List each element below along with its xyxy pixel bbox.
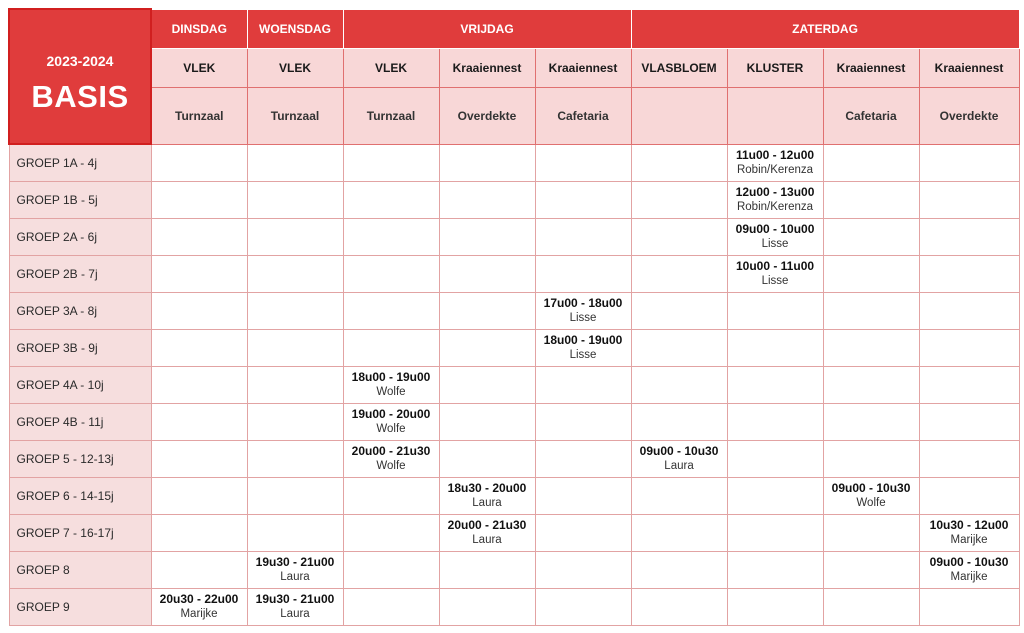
empty-cell	[535, 219, 631, 256]
empty-cell	[631, 552, 727, 589]
empty-cell	[343, 256, 439, 293]
empty-cell	[439, 441, 535, 478]
schedule-table	[8, 8, 1020, 626]
session-cell	[727, 182, 823, 219]
session-time: 19u30 - 21u00	[255, 555, 335, 569]
venue-header: Kraaiennest	[439, 48, 535, 87]
group-label: GROEP 1A - 4j	[9, 144, 151, 182]
day-header: WOENSDAG	[247, 9, 343, 48]
empty-cell	[343, 478, 439, 515]
table-row	[9, 330, 1019, 367]
session-time: 10u00 - 11u00	[735, 259, 815, 273]
empty-cell	[631, 219, 727, 256]
group-label: GROEP 7 - 16-17j	[9, 515, 151, 552]
empty-cell	[343, 144, 439, 182]
day-header: VRIJDAG	[343, 9, 631, 48]
session-cell	[823, 478, 919, 515]
empty-cell	[823, 441, 919, 478]
empty-cell	[919, 478, 1019, 515]
empty-cell	[919, 404, 1019, 441]
empty-cell	[151, 293, 247, 330]
empty-cell	[631, 144, 727, 182]
room-header: Overdekte	[439, 87, 535, 144]
empty-cell	[823, 219, 919, 256]
session-trainer: Marijke	[950, 571, 988, 583]
session-time: 18u30 - 20u00	[447, 481, 527, 495]
session-cell	[535, 330, 631, 367]
empty-cell	[919, 219, 1019, 256]
empty-cell	[247, 182, 343, 219]
session-time: 18u00 - 19u00	[351, 370, 431, 384]
empty-cell	[151, 552, 247, 589]
empty-cell	[247, 441, 343, 478]
season-year: 2023-2024	[46, 52, 114, 69]
empty-cell	[919, 256, 1019, 293]
empty-cell	[439, 219, 535, 256]
schedule-header-block	[9, 9, 151, 144]
session-time: 09u00 - 10u30	[929, 555, 1009, 569]
empty-cell	[247, 404, 343, 441]
empty-cell	[439, 256, 535, 293]
group-label: GROEP 5 - 12-13j	[9, 441, 151, 478]
venue-header: Kraaiennest	[919, 48, 1019, 87]
session-cell	[343, 404, 439, 441]
empty-cell	[535, 404, 631, 441]
group-label: GROEP 3A - 8j	[9, 293, 151, 330]
session-time: 19u30 - 21u00	[255, 592, 335, 606]
empty-cell	[823, 404, 919, 441]
group-label: GROEP 9	[9, 589, 151, 626]
empty-cell	[919, 293, 1019, 330]
empty-cell	[247, 219, 343, 256]
session-cell	[247, 552, 343, 589]
empty-cell	[727, 404, 823, 441]
empty-cell	[151, 367, 247, 404]
empty-cell	[247, 144, 343, 182]
table-row	[9, 515, 1019, 552]
session-trainer: Wolfe	[376, 386, 406, 398]
group-label: GROEP 2A - 6j	[9, 219, 151, 256]
empty-cell	[823, 589, 919, 626]
empty-cell	[631, 182, 727, 219]
empty-cell	[439, 404, 535, 441]
empty-cell	[247, 293, 343, 330]
empty-cell	[151, 256, 247, 293]
empty-cell	[919, 144, 1019, 182]
empty-cell	[823, 330, 919, 367]
empty-cell	[631, 478, 727, 515]
session-cell	[151, 589, 247, 626]
session-time: 18u00 - 19u00	[543, 333, 623, 347]
empty-cell	[343, 552, 439, 589]
session-time: 20u30 - 22u00	[159, 592, 239, 606]
session-time: 11u00 - 12u00	[735, 147, 815, 162]
table-row	[9, 182, 1019, 219]
empty-cell	[631, 515, 727, 552]
empty-cell	[247, 367, 343, 404]
empty-cell	[535, 256, 631, 293]
table-row	[9, 219, 1019, 256]
session-trainer: Wolfe	[856, 497, 886, 509]
empty-cell	[247, 330, 343, 367]
room-header: Cafetaria	[823, 87, 919, 144]
empty-cell	[535, 182, 631, 219]
empty-cell	[439, 144, 535, 182]
empty-cell	[919, 367, 1019, 404]
empty-cell	[631, 404, 727, 441]
table-row	[9, 478, 1019, 515]
empty-cell	[439, 552, 535, 589]
group-label: GROEP 2B - 7j	[9, 256, 151, 293]
session-trainer: Wolfe	[376, 423, 406, 435]
room-header: Turnzaal	[247, 87, 343, 144]
empty-cell	[535, 589, 631, 626]
session-trainer: Laura	[280, 571, 310, 583]
empty-cell	[919, 182, 1019, 219]
empty-cell	[727, 552, 823, 589]
table-row	[9, 552, 1019, 589]
session-trainer: Robin/Kerenza	[736, 163, 814, 176]
empty-cell	[727, 515, 823, 552]
empty-cell	[823, 293, 919, 330]
empty-cell	[151, 515, 247, 552]
table-row	[9, 441, 1019, 478]
session-time: 09u00 - 10u00	[735, 222, 815, 236]
table-row	[9, 144, 1019, 182]
room-header	[727, 87, 823, 144]
empty-cell	[631, 293, 727, 330]
session-time: 20u00 - 21u30	[351, 444, 431, 458]
empty-cell	[247, 515, 343, 552]
empty-cell	[631, 330, 727, 367]
empty-cell	[439, 293, 535, 330]
venue-header: Kraaiennest	[823, 48, 919, 87]
room-header	[631, 87, 727, 144]
empty-cell	[439, 589, 535, 626]
session-trainer: Lisse	[569, 349, 597, 361]
empty-cell	[247, 478, 343, 515]
empty-cell	[151, 144, 247, 182]
empty-cell	[439, 367, 535, 404]
empty-cell	[343, 515, 439, 552]
session-trainer: Robin/Kerenza	[736, 201, 814, 213]
empty-cell	[631, 367, 727, 404]
venue-header: VLEK	[343, 48, 439, 87]
venue-header: KLUSTER	[727, 48, 823, 87]
empty-cell	[823, 515, 919, 552]
empty-cell	[343, 589, 439, 626]
empty-cell	[823, 552, 919, 589]
empty-cell	[919, 589, 1019, 626]
empty-cell	[727, 589, 823, 626]
venue-header: Kraaiennest	[535, 48, 631, 87]
empty-cell	[343, 293, 439, 330]
empty-cell	[823, 182, 919, 219]
table-row	[9, 589, 1019, 626]
session-time: 12u00 - 13u00	[735, 185, 815, 199]
session-trainer: Marijke	[950, 534, 988, 546]
session-cell	[919, 552, 1019, 589]
session-trainer: Wolfe	[376, 460, 406, 472]
room-header: Cafetaria	[535, 87, 631, 144]
session-trainer: Lisse	[761, 238, 789, 250]
empty-cell	[823, 256, 919, 293]
empty-cell	[535, 144, 631, 182]
table-row	[9, 256, 1019, 293]
venue-header: VLASBLOEM	[631, 48, 727, 87]
session-cell	[727, 144, 823, 182]
session-cell	[919, 515, 1019, 552]
room-header: Turnzaal	[343, 87, 439, 144]
session-cell	[631, 441, 727, 478]
room-header: Overdekte	[919, 87, 1019, 144]
empty-cell	[151, 404, 247, 441]
empty-cell	[343, 330, 439, 367]
empty-cell	[343, 219, 439, 256]
session-cell	[727, 256, 823, 293]
session-cell	[343, 367, 439, 404]
empty-cell	[151, 330, 247, 367]
empty-cell	[919, 330, 1019, 367]
schedule-title: BASIS	[31, 78, 129, 114]
day-header: ZATERDAG	[631, 9, 1019, 48]
empty-cell	[823, 367, 919, 404]
empty-cell	[535, 552, 631, 589]
session-trainer: Laura	[280, 608, 310, 620]
empty-cell	[727, 441, 823, 478]
empty-cell	[535, 441, 631, 478]
session-cell	[535, 293, 631, 330]
empty-cell	[727, 478, 823, 515]
session-time: 10u30 - 12u00	[929, 518, 1009, 532]
group-label: GROEP 6 - 14-15j	[9, 478, 151, 515]
group-label: GROEP 4A - 10j	[9, 367, 151, 404]
empty-cell	[727, 293, 823, 330]
empty-cell	[535, 478, 631, 515]
group-label: GROEP 8	[9, 552, 151, 589]
empty-cell	[439, 330, 535, 367]
venue-header: VLEK	[247, 48, 343, 87]
empty-cell	[631, 589, 727, 626]
session-time: 09u00 - 10u30	[639, 444, 719, 458]
venue-header: VLEK	[151, 48, 247, 87]
empty-cell	[631, 256, 727, 293]
empty-cell	[727, 330, 823, 367]
empty-cell	[343, 182, 439, 219]
table-row	[9, 293, 1019, 330]
empty-cell	[535, 367, 631, 404]
empty-cell	[151, 182, 247, 219]
group-label: GROEP 1B - 5j	[9, 182, 151, 219]
group-label: GROEP 4B - 11j	[9, 404, 151, 441]
empty-cell	[535, 515, 631, 552]
session-trainer: Lisse	[761, 275, 789, 287]
session-cell	[343, 441, 439, 478]
empty-cell	[823, 144, 919, 182]
session-trainer: Laura	[472, 534, 502, 546]
session-cell	[727, 219, 823, 256]
empty-cell	[247, 256, 343, 293]
empty-cell	[439, 182, 535, 219]
empty-cell	[151, 441, 247, 478]
session-trainer: Lisse	[569, 312, 597, 324]
room-header: Turnzaal	[151, 87, 247, 144]
session-trainer: Laura	[472, 497, 502, 509]
session-time: 09u00 - 10u30	[831, 481, 911, 495]
session-trainer: Marijke	[180, 608, 218, 620]
empty-cell	[151, 219, 247, 256]
day-header: DINSDAG	[151, 9, 247, 48]
table-row	[9, 367, 1019, 404]
empty-cell	[727, 367, 823, 404]
session-cell	[439, 478, 535, 515]
session-time: 17u00 - 18u00	[543, 296, 623, 310]
empty-cell	[151, 478, 247, 515]
session-cell	[247, 589, 343, 626]
session-trainer: Laura	[664, 460, 694, 472]
group-label: GROEP 3B - 9j	[9, 330, 151, 367]
session-time: 19u00 - 20u00	[351, 407, 431, 421]
table-row	[9, 404, 1019, 441]
empty-cell	[919, 441, 1019, 478]
session-time: 20u00 - 21u30	[447, 518, 527, 532]
session-cell	[439, 515, 535, 552]
